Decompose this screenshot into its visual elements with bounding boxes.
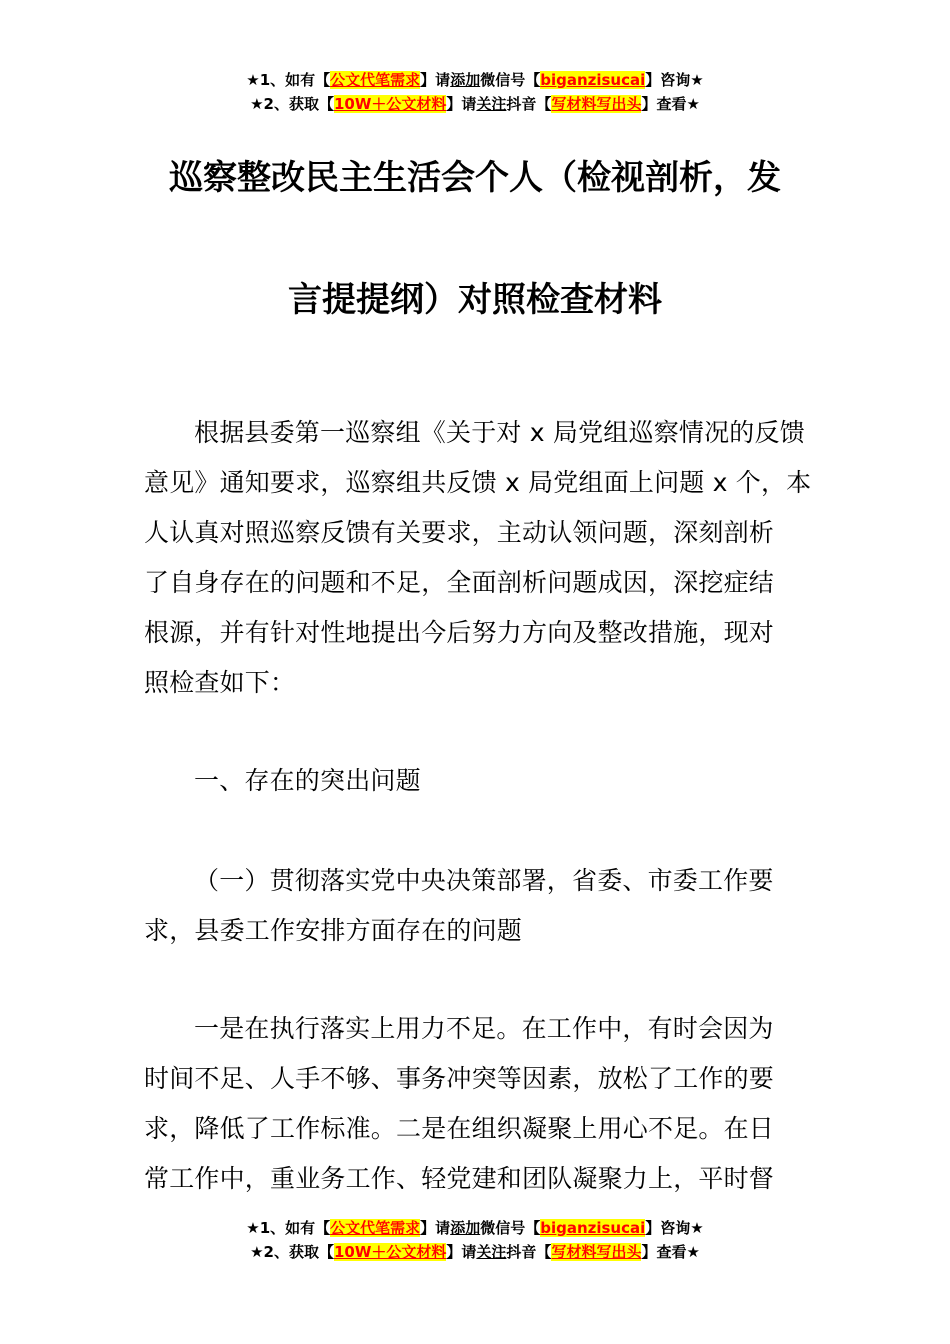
section-heading-text: 一、存在的突出问题 bbox=[194, 766, 421, 795]
paragraph-line: 人认真对照巡察反馈有关要求，主动认领问题，深刻剖析 bbox=[144, 518, 775, 547]
promo-text: ★2、获取【 bbox=[250, 1243, 334, 1261]
paragraph-line: 根源，并有针对性地提出今后努力方向及整改措施，现对 bbox=[144, 618, 775, 647]
document-title-line-2: 言提提纲）对照检查材料 bbox=[288, 280, 662, 320]
promo-text: 微信号【 bbox=[480, 71, 541, 89]
paragraph-line: （一）贯彻落实党中央决策部署，省委、市委工作要 bbox=[194, 866, 774, 895]
paragraph-line: 求，县委工作安排方面存在的问题 bbox=[144, 916, 523, 945]
promo-text: ★2、获取【 bbox=[250, 95, 334, 113]
promo-text: ★1、如有【 bbox=[246, 1219, 331, 1237]
paragraph-line: 根据县委第一巡察组《关于对 x 局党组巡察情况的反馈 bbox=[194, 418, 805, 447]
document-title-line-1: 巡察整改民主生活会个人（检视剖析，发 bbox=[169, 158, 781, 198]
promo-text: 关注 bbox=[476, 95, 507, 113]
promo-text: 】咨询★ bbox=[645, 1219, 704, 1237]
section-heading bbox=[144, 756, 808, 806]
promo-text: 抖音【 bbox=[506, 95, 552, 113]
promo-text: 添加 bbox=[450, 1219, 481, 1237]
subsection-heading bbox=[144, 856, 808, 956]
promo-text: 】请 bbox=[420, 71, 451, 89]
promo-highlight: 公文代笔需求 bbox=[330, 1219, 421, 1237]
promo-highlight: 公文代笔需求 bbox=[330, 71, 421, 89]
promo-highlight: 10W＋公文材料 bbox=[333, 1243, 447, 1261]
paragraph-line: 一是在执行落实上用力不足。在工作中，有时会因为 bbox=[194, 1014, 774, 1043]
promo-banner-bottom bbox=[0, 1216, 950, 1264]
paragraph-line: 照检查如下： bbox=[144, 668, 296, 697]
promo-text: 】请 bbox=[420, 1219, 451, 1237]
paragraph-line: 了自身存在的问题和不足，全面剖析问题成因，深挖症结 bbox=[144, 568, 775, 597]
paragraph-line: 时间不足、人手不够、事务冲突等因素，放松了工作的要 bbox=[144, 1064, 775, 1093]
promo-text: 】请 bbox=[446, 95, 477, 113]
promo-douyin-id: 写材料写出头 bbox=[551, 95, 642, 113]
promo-text: 】请 bbox=[446, 1243, 477, 1261]
promo-text: 关注 bbox=[476, 1243, 507, 1261]
promo-line-1 bbox=[0, 68, 950, 92]
paragraph-line: 常工作中，重业务工作、轻党建和团队凝聚力上，平时督 bbox=[144, 1164, 775, 1193]
promo-highlight: 10W＋公文材料 bbox=[333, 95, 447, 113]
body-paragraph bbox=[144, 1004, 808, 1204]
promo-text: 添加 bbox=[450, 71, 481, 89]
promo-douyin-id: 写材料写出头 bbox=[551, 1243, 642, 1261]
promo-text: 】查看★ bbox=[641, 1243, 700, 1261]
promo-text: 】查看★ bbox=[641, 95, 700, 113]
promo-banner-top bbox=[0, 68, 950, 116]
promo-text: 】咨询★ bbox=[645, 71, 704, 89]
promo-wechat-id: biganzisucai bbox=[540, 71, 646, 89]
promo-wechat-id: biganzisucai bbox=[540, 1219, 646, 1237]
promo-text: 微信号【 bbox=[480, 1219, 541, 1237]
intro-paragraph bbox=[144, 408, 812, 708]
promo-text: 抖音【 bbox=[506, 1243, 552, 1261]
promo-line-1 bbox=[0, 1216, 950, 1240]
promo-line-2 bbox=[0, 1240, 950, 1264]
promo-line-2 bbox=[0, 92, 950, 116]
paragraph-line: 意见》通知要求，巡察组共反馈 x 局党组面上问题 x 个，本 bbox=[144, 468, 812, 497]
paragraph-line: 求，降低了工作标准。二是在组织凝聚上用心不足。在日 bbox=[144, 1114, 775, 1143]
promo-text: ★1、如有【 bbox=[246, 71, 331, 89]
